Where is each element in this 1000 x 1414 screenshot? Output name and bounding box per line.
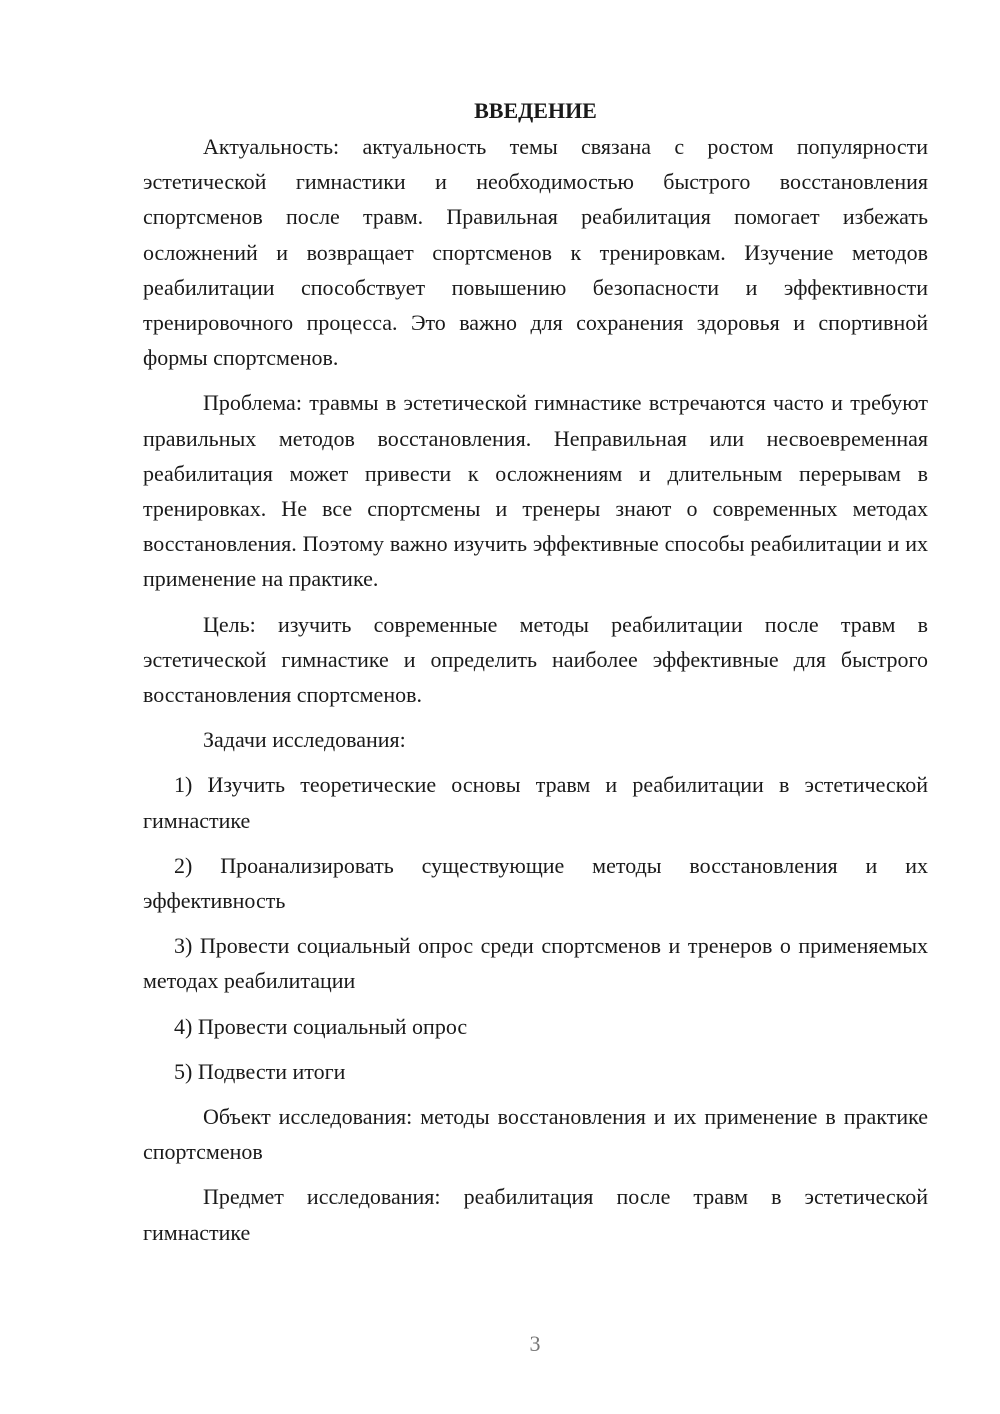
paragraph-object: Объект исследования: методы восстановления и их применение в практике спортсменов — [143, 1104, 928, 1165]
document-page — [143, 93, 928, 1260]
paragraph-tasks-heading: Задачи исследования: — [203, 727, 406, 753]
task-item-3: 3) Провести социальный опрос среди спортсменов и тренеров о применяемых методах реабилитации — [143, 933, 928, 994]
task-item-1: 1) Изучить теоретические основы травм и реабилитации в эстетической гимнастике — [143, 772, 928, 833]
section-heading: ВВЕДЕНИЕ — [474, 98, 597, 123]
paragraph-relevance: Актуальность: актуальность темы связана с ростом популярности эстетической гимнастики и необходимостью быстрого восстановления спортсменов после травм. Правильная реабилитация помогает избежать осложнений и возвращает спортсменов к тренировкам. Изучение методов реабилитации способствует повышению безопасности и эффективности тренировочного процесса. Это важно для сохранения здоровья и спортивной формы спортсменов. — [143, 134, 928, 371]
paragraph-subject: Предмет исследования: реабилитация после травм в эстетической гимнастике — [143, 1184, 928, 1245]
task-item-5: 5) Подвести итоги — [174, 1058, 346, 1084]
task-item-4: 4) Провести социальный опрос — [174, 1013, 468, 1039]
paragraph-goal: Цель: изучить современные методы реабилитации после травм в эстетической гимнастике и определить наиболее эффективные для быстрого восстановления спортсменов. — [143, 611, 928, 708]
task-item-2: 2) Проанализировать существующие методы восстановления и их эффективность — [143, 852, 928, 914]
page-number: 3 — [529, 1331, 541, 1356]
paragraph-problem: Проблема: травмы в эстетической гимнастике встречаются часто и требуют правильных методов восстановления. Неправильная или несвоевременная реабилитация может привести к осложнениям и длительным перерывам в тренировках. Не все спортсмены и тренеры знают о современных методах восстановления. Поэтому важно изучить эффективные способы реабилитации и их применение на практике. — [143, 390, 928, 592]
